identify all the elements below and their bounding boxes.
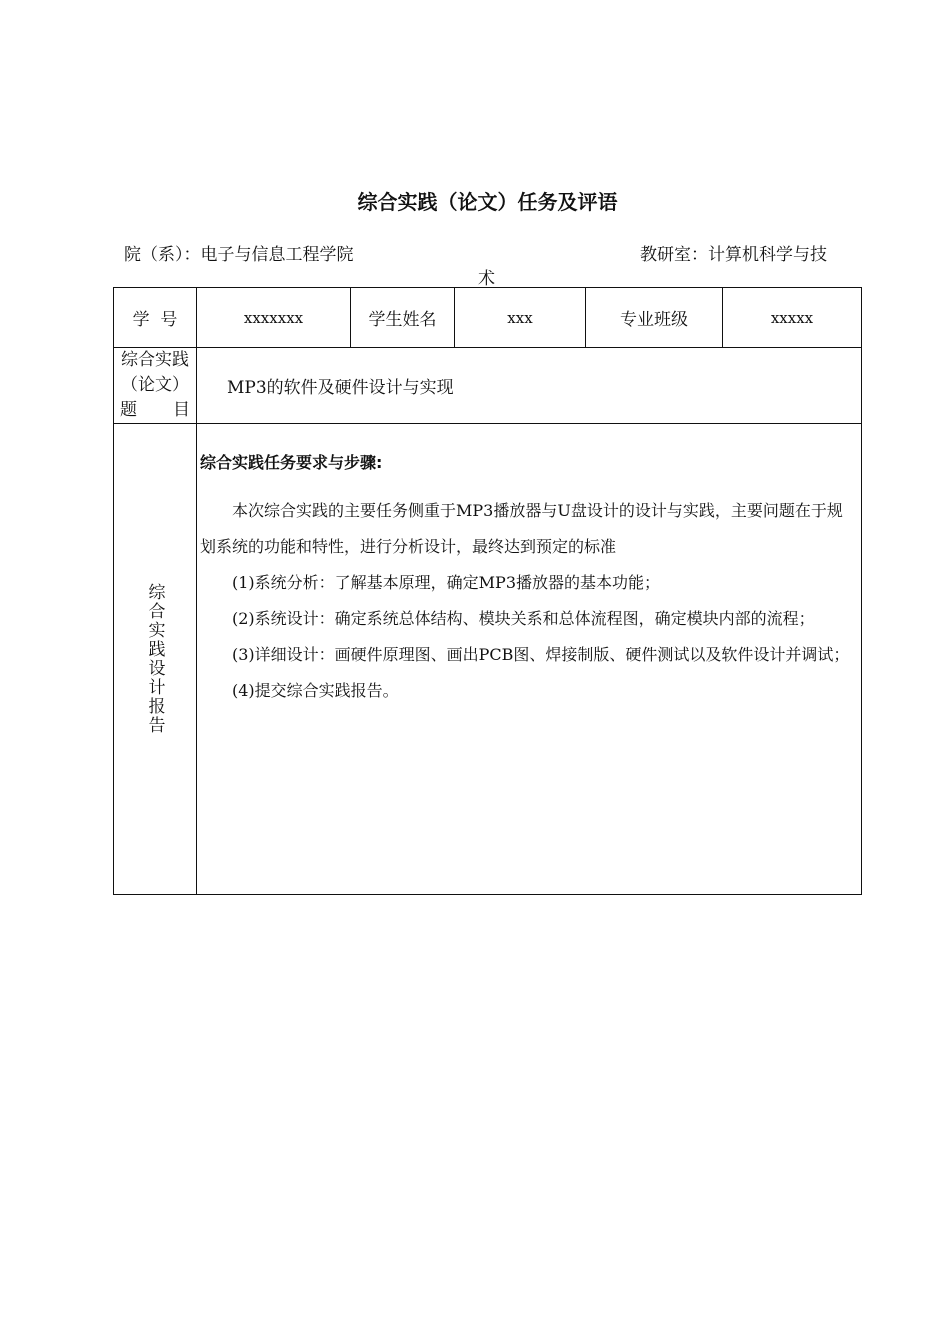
teaching-room-line: 教研室：计算机科学与技 bbox=[640, 245, 827, 265]
report-content bbox=[197, 424, 862, 895]
department-line: 院（系）：电子与信息工程学院 bbox=[124, 245, 354, 265]
topic-label-line2: （论文） bbox=[121, 375, 189, 395]
intro-paragraph: 本次综合实践的主要任务侧重于MP3播放器与U盘设计的设计与实践，主要问题在于规划系统的功能和特性，进行分析设计，最终达到预定的标准 bbox=[200, 501, 843, 556]
class-value: xxxxx bbox=[723, 288, 862, 348]
topic-label-mu: 目 bbox=[173, 400, 190, 420]
document-title: 综合实践（论文）任务及评语 bbox=[357, 190, 618, 214]
topic-label-line3 bbox=[114, 398, 196, 423]
student-name-label: 学生姓名 bbox=[351, 288, 455, 348]
student-id-label: 学 号 bbox=[114, 288, 197, 348]
class-label: 专业班级 bbox=[586, 288, 723, 348]
student-info-row bbox=[114, 288, 862, 348]
teaching-room-wrap: 术 bbox=[478, 269, 495, 289]
topic-value: MP3的软件及硬件设计与实现 bbox=[197, 348, 862, 424]
topic-label-ti: 题 bbox=[120, 400, 137, 420]
report-row bbox=[114, 424, 862, 895]
student-id-value: xxxxxxx bbox=[197, 288, 351, 348]
report-vertical-label: 综合实践设计报告 bbox=[144, 583, 165, 735]
student-name-value: xxx bbox=[455, 288, 586, 348]
step-2: (2)系统设计：确定系统总体结构、模块关系和总体流程图，确定模块内部的流程； bbox=[232, 609, 815, 628]
topic-row bbox=[114, 348, 862, 424]
report-label-cell bbox=[114, 424, 197, 895]
section-title: 综合实践任务要求与步骤: bbox=[200, 453, 383, 472]
topic-label bbox=[114, 348, 197, 424]
step-4: (4)提交综合实践报告。 bbox=[232, 681, 399, 700]
task-form-table bbox=[113, 287, 862, 895]
topic-label-line1: 综合实践 bbox=[121, 350, 189, 370]
step-3: (3)详细设计：画硬件原理图、画出PCB图、焊接制版、硬件测试以及软件设计并调试； bbox=[232, 645, 850, 664]
step-1: (1)系统分析：了解基本原理，确定MP3播放器的基本功能； bbox=[232, 573, 660, 592]
